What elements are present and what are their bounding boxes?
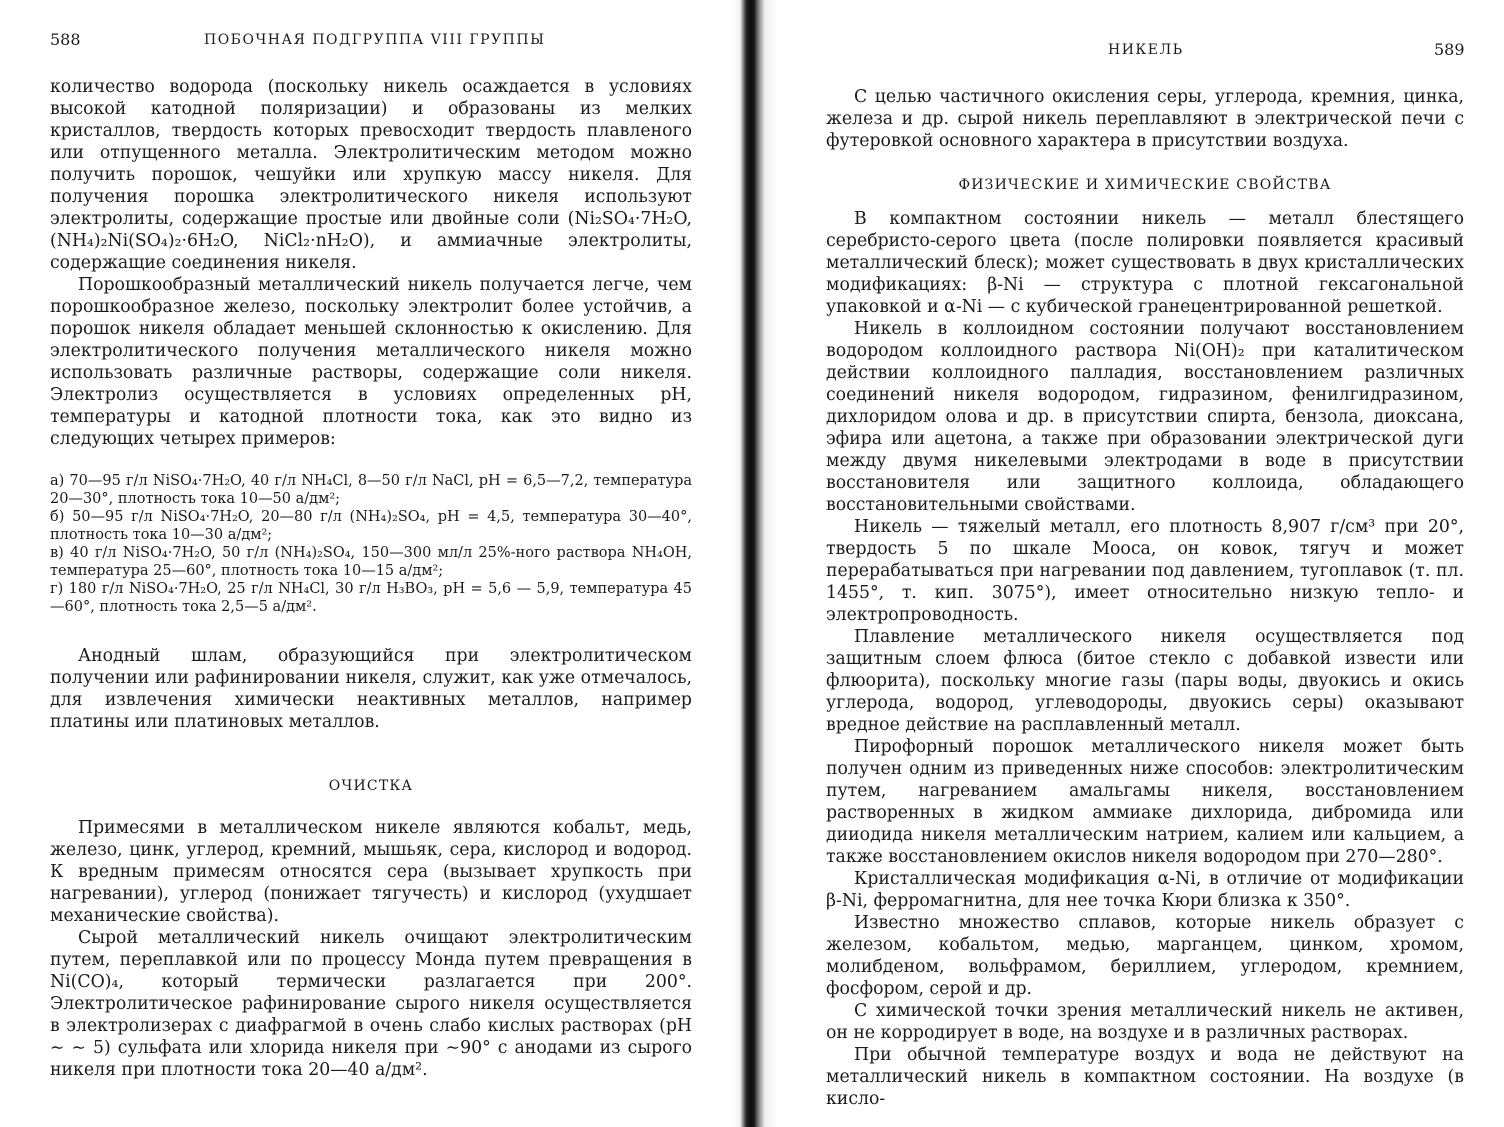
paragraph-electrolytic: количество водорода (поскольку никель осаждается в условиях высокой катодной поляризации) и образованы из мелких кристаллов, твердость которых превосходит твердость плавленого или отпущенного металла. Электролитическим методом можно получить порошок, чешуйки или хрупкую массу никеля. Для получения порошка электролитического никеля используют электролиты, содержащие простые или двойные соли (Ni₂SO₄·7H₂O, (NH₄)₂Ni(SO₄)₂·6H₂O, NiCl₂·nH₂O), и аммиачные электролиты, содержащие соединения никеля. — [50, 77, 692, 273]
example-item: а) 70—95 г/л NiSO₄·7H₂O, 40 г/л NH₄Cl, 8—50 г/л NaCl, pH = 6,5—7,2, температура 20—30°, плотность тока 10—50 а/дм²; — [50, 473, 692, 507]
left-running-head: ПОБОЧНАЯ ПОДГРУППА VIII ГРУППЫ — [204, 32, 546, 48]
paragraph-powder: Порошкообразный металлический никель получается легче, чем порошкообразное железо, поскольку электролит более устойчив, а порошок никеля обладает меньшей склонностью к окислению. Для электролитического получения металлического никеля можно использовать различные растворы, содержащие соли никеля. Электролиз осуществляется в условиях определенных pH, температуры и катодной плотности тока, как это видно из следующих четырех примеров: — [50, 275, 692, 449]
right-running-head: НИКЕЛЬ — [1108, 42, 1184, 58]
right-page-number: 589 — [1434, 40, 1465, 59]
left-page — [0, 0, 732, 1127]
left-page-number: 588 — [50, 30, 81, 49]
paragraph-alloys: Известно множество сплавов, которые никель образует с железом, кобальтом, медью, марганцем, цинком, хромом, молибденом, вольфрамом, бериллием, углеродом, кремнием, фосфором, серой и др. — [826, 913, 1464, 999]
paragraph-chemical: С химической точки зрения металлический никель не активен, он не корродирует в воде, на воздухе и в различных растворах. — [826, 1001, 1464, 1043]
paragraph-melting: Плавление металлического никеля осуществляется под защитным слоем флюса (битое стекло с добавкой извести или флюорита), поскольку многие газы (пары воды, двуокись и окись углерода, водород, углеводороды, двуокись серы) оказывают вредное действие на расплавленный металл. — [826, 627, 1464, 735]
example-item: б) 50—95 г/л NiSO₄·7H₂O, 20—80 г/л (NH₄)₂SO₄, pH = 4,5, температура 30—40°, плотность тока 10—30 а/дм²; — [50, 509, 692, 543]
paragraph-impurities: Примесями в металлическом никеле являются кобальт, медь, железо, цинк, углерод, кремний, мышьяк, сера, кислород и водород. К вредным примесям относятся сера (вызывает хрупкость при нагревании), углерод (понижает тягучесть) и кислород (ухудшает механические свойства). — [50, 818, 692, 926]
paragraph-refining: Сырой металлический никель очищают электролитическим путем, переплавкой или по процессу Монда путем превращения в Ni(CO)₄, который термически разлагается при 200°. Электролитическое рафинирование сырого никеля осуществляется в электролизерах с диафрагмой в очень слабо кислых растворах (pH ∼ ∼ 5) сульфата или хлорида никеля при ∼90° с анодами из сырого никеля при плотности тока 20—40 а/дм². — [50, 928, 692, 1080]
example-item: в) 40 г/л NiSO₄·7H₂O, 50 г/л (NH₄)₂SO₄, 150—300 мл/л 25%-ного раствора NH₄OH, температура 25—60°, плотность тока 10—15 а/дм²; — [50, 545, 692, 579]
paragraph-density: Никель — тяжелый металл, его плотность 8,907 г/см³ при 20°, твердость 5 по шкале Мооса, он ковок, тягуч и может перерабатываться при нагревании под давлением, тугоплавок (т. пл. 1455°, т. кип. 3075°), имеет относительно низкую тепло- и электропроводность. — [826, 517, 1464, 625]
left-lower-block — [50, 645, 692, 1081]
paragraph-ferromagnetic: Кристаллическая модификация α-Ni, в отличие от модификации β-Ni, ферромагнитна, для нее точка Кюри близка к 350°. — [826, 869, 1464, 911]
left-text-block — [50, 76, 692, 450]
right-text-block — [826, 86, 1464, 1110]
paragraph-pyrophoric: Пирофорный порошок металлического никеля может быть получен одним из приведенных ниже способов: электролитическим путем, нагреванием амальгамы никеля, восстановлением растворенных в жидком аммиаке дихлорида, дибромида или дииодида никеля металлическим натрием, калием или кальцием, а также восстановлением окислов никеля водородом при 270—280°. — [826, 737, 1464, 867]
right-page — [778, 0, 1504, 1127]
example-item: г) 180 г/л NiSO₄·7H₂O, 25 г/л NH₄Cl, 30 г/л H₃BO₃, pH = 5,6 — 5,9, температура 45—60°, плотность тока 2,5—5 а/дм². — [50, 581, 692, 615]
paragraph-colloid: Никель в коллоидном состоянии получают восстановлением водородом коллоидного раствора Ni(OH)₂ при каталитическом действии коллоидного палладия, восстановлением различных соединений никеля водородом, гидразином, фенилгидразином, дихлоридом олова и др. в присутствии спирта, бензола, диоксана, эфира или ацетона, а также при образовании электрической дуги между двумя никелевыми электродами в воде в присутствии восстановителя или защитного коллоида, обладающего восстановительными свойствами. — [826, 319, 1464, 515]
examples-list — [50, 472, 692, 616]
paragraph-properties: В компактном состоянии никель — металл блестящего серебристо-серого цвета (после полировки появляется красивый металлический блеск); может существовать в двух кристаллических модификациях: β-Ni — структура с плотной гексагональной упаковкой и α-Ni — с кубической гранецентрированной решеткой. — [826, 209, 1464, 317]
paragraph-anode-sludge: Анодный шлам, образующийся при электролитическом получении или рафинировании никеля, служит, как уже отмечалось, для извлечения химически неактивных металлов, например платины или платиновых металлов. — [50, 646, 692, 732]
book-spine-gutter — [732, 0, 778, 1127]
section-title-purification: ОЧИСТКА — [328, 778, 414, 794]
section-title-properties: ФИЗИЧЕСКИЕ И ХИМИЧЕСКИЕ СВОЙСТВА — [958, 177, 1332, 193]
paragraph-air-water: При обычной температуре воздух и вода не действуют на металлический никель в компактном состоянии. На воздухе (в кисло- — [826, 1045, 1464, 1109]
paragraph-oxidation: С целью частичного окисления серы, углерода, кремния, цинка, железа и др. сырой никель переплавляют в электрической печи с футеровкой основного характера в присутствии воздуха. — [826, 87, 1464, 151]
